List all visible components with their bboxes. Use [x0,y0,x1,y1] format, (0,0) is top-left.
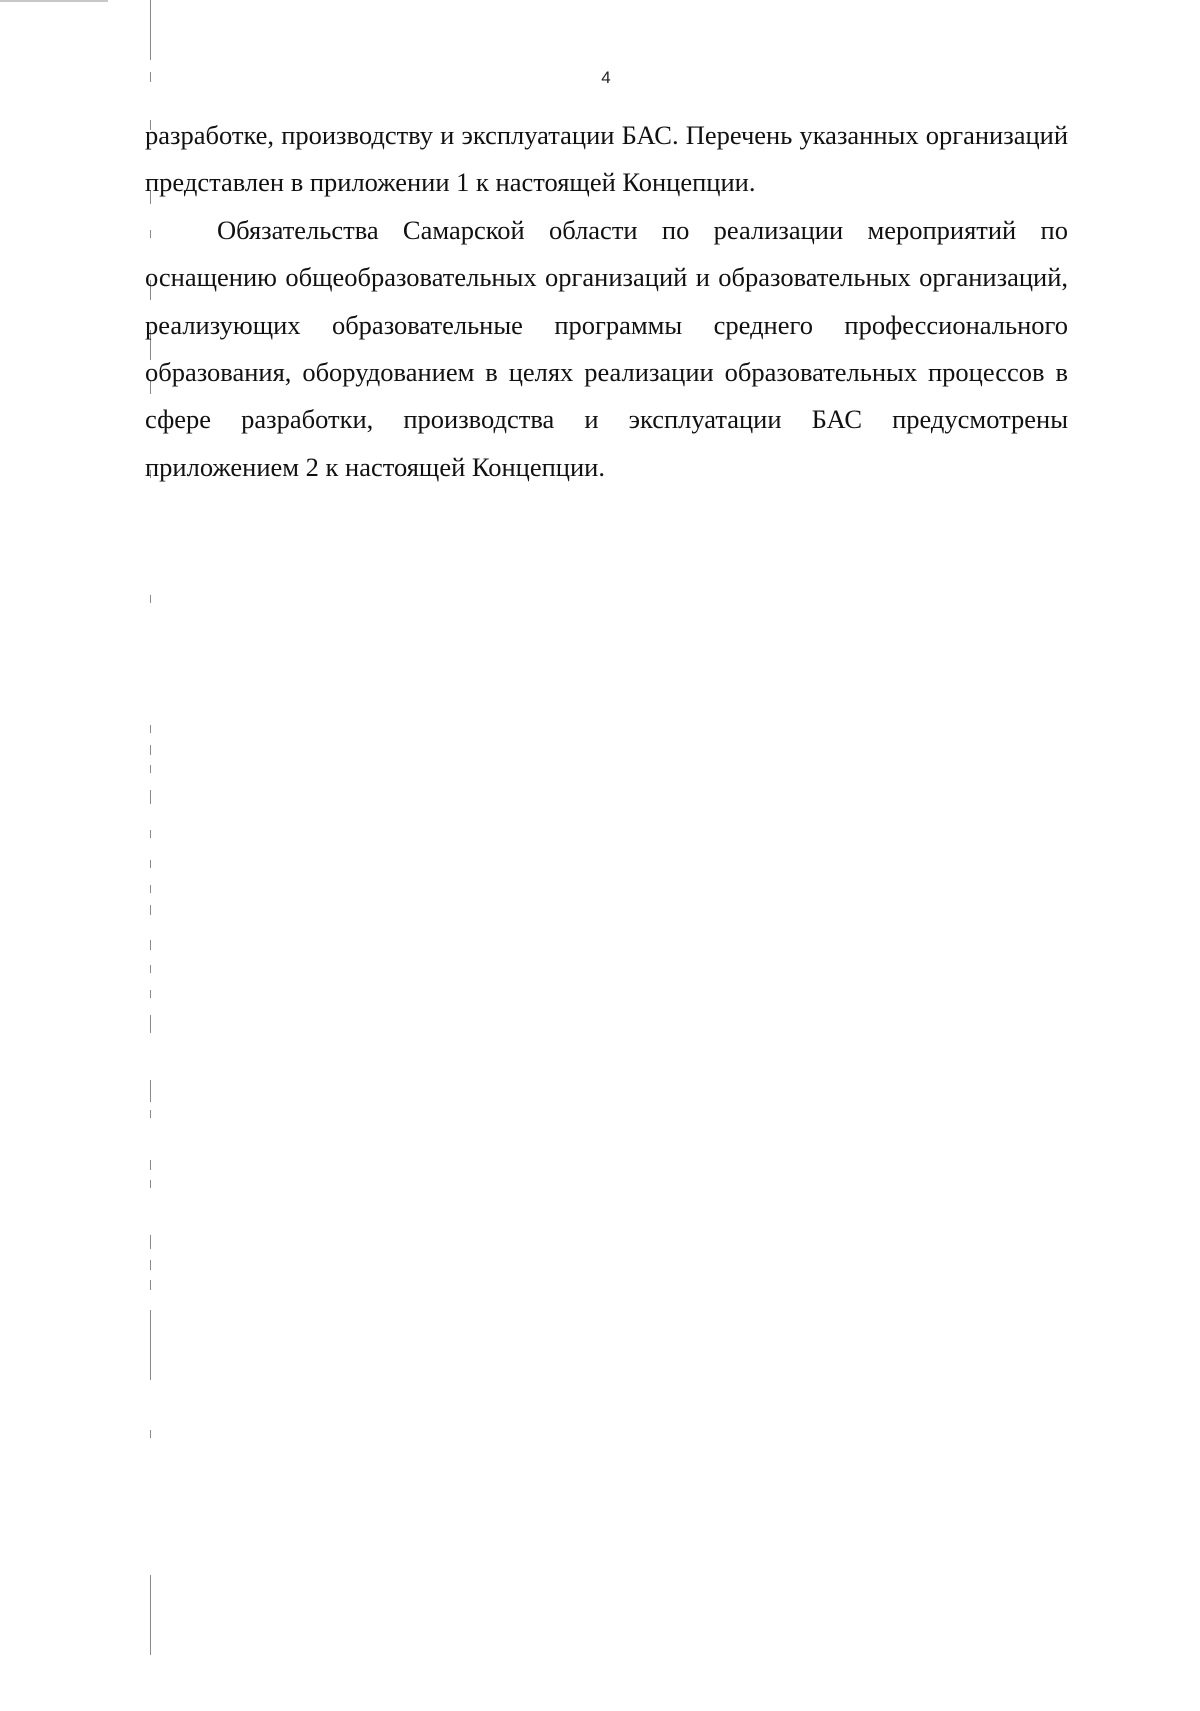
paragraph-obligations: Обязательства Самарской области по реализации мероприятий по оснащению общеобразовательных организаций и образовательных организаций, реализующих образовательные программы среднего профессионального образования, оборудованием в целях реализации образовательных процессов в сфере разработки, производства и эксплуатации БАС предусмотрены приложением 2 к настоящей Концепции. [145,214,1068,482]
paragraph-continuation: разработке, производству и эксплуатации БАС. Перечень указанных организаций представлен в приложении 1 к настоящей Концепции. [145,120,1068,198]
scan-edge-mark [0,0,108,2]
document-body [145,112,1068,491]
page-number: 4 [601,68,611,87]
